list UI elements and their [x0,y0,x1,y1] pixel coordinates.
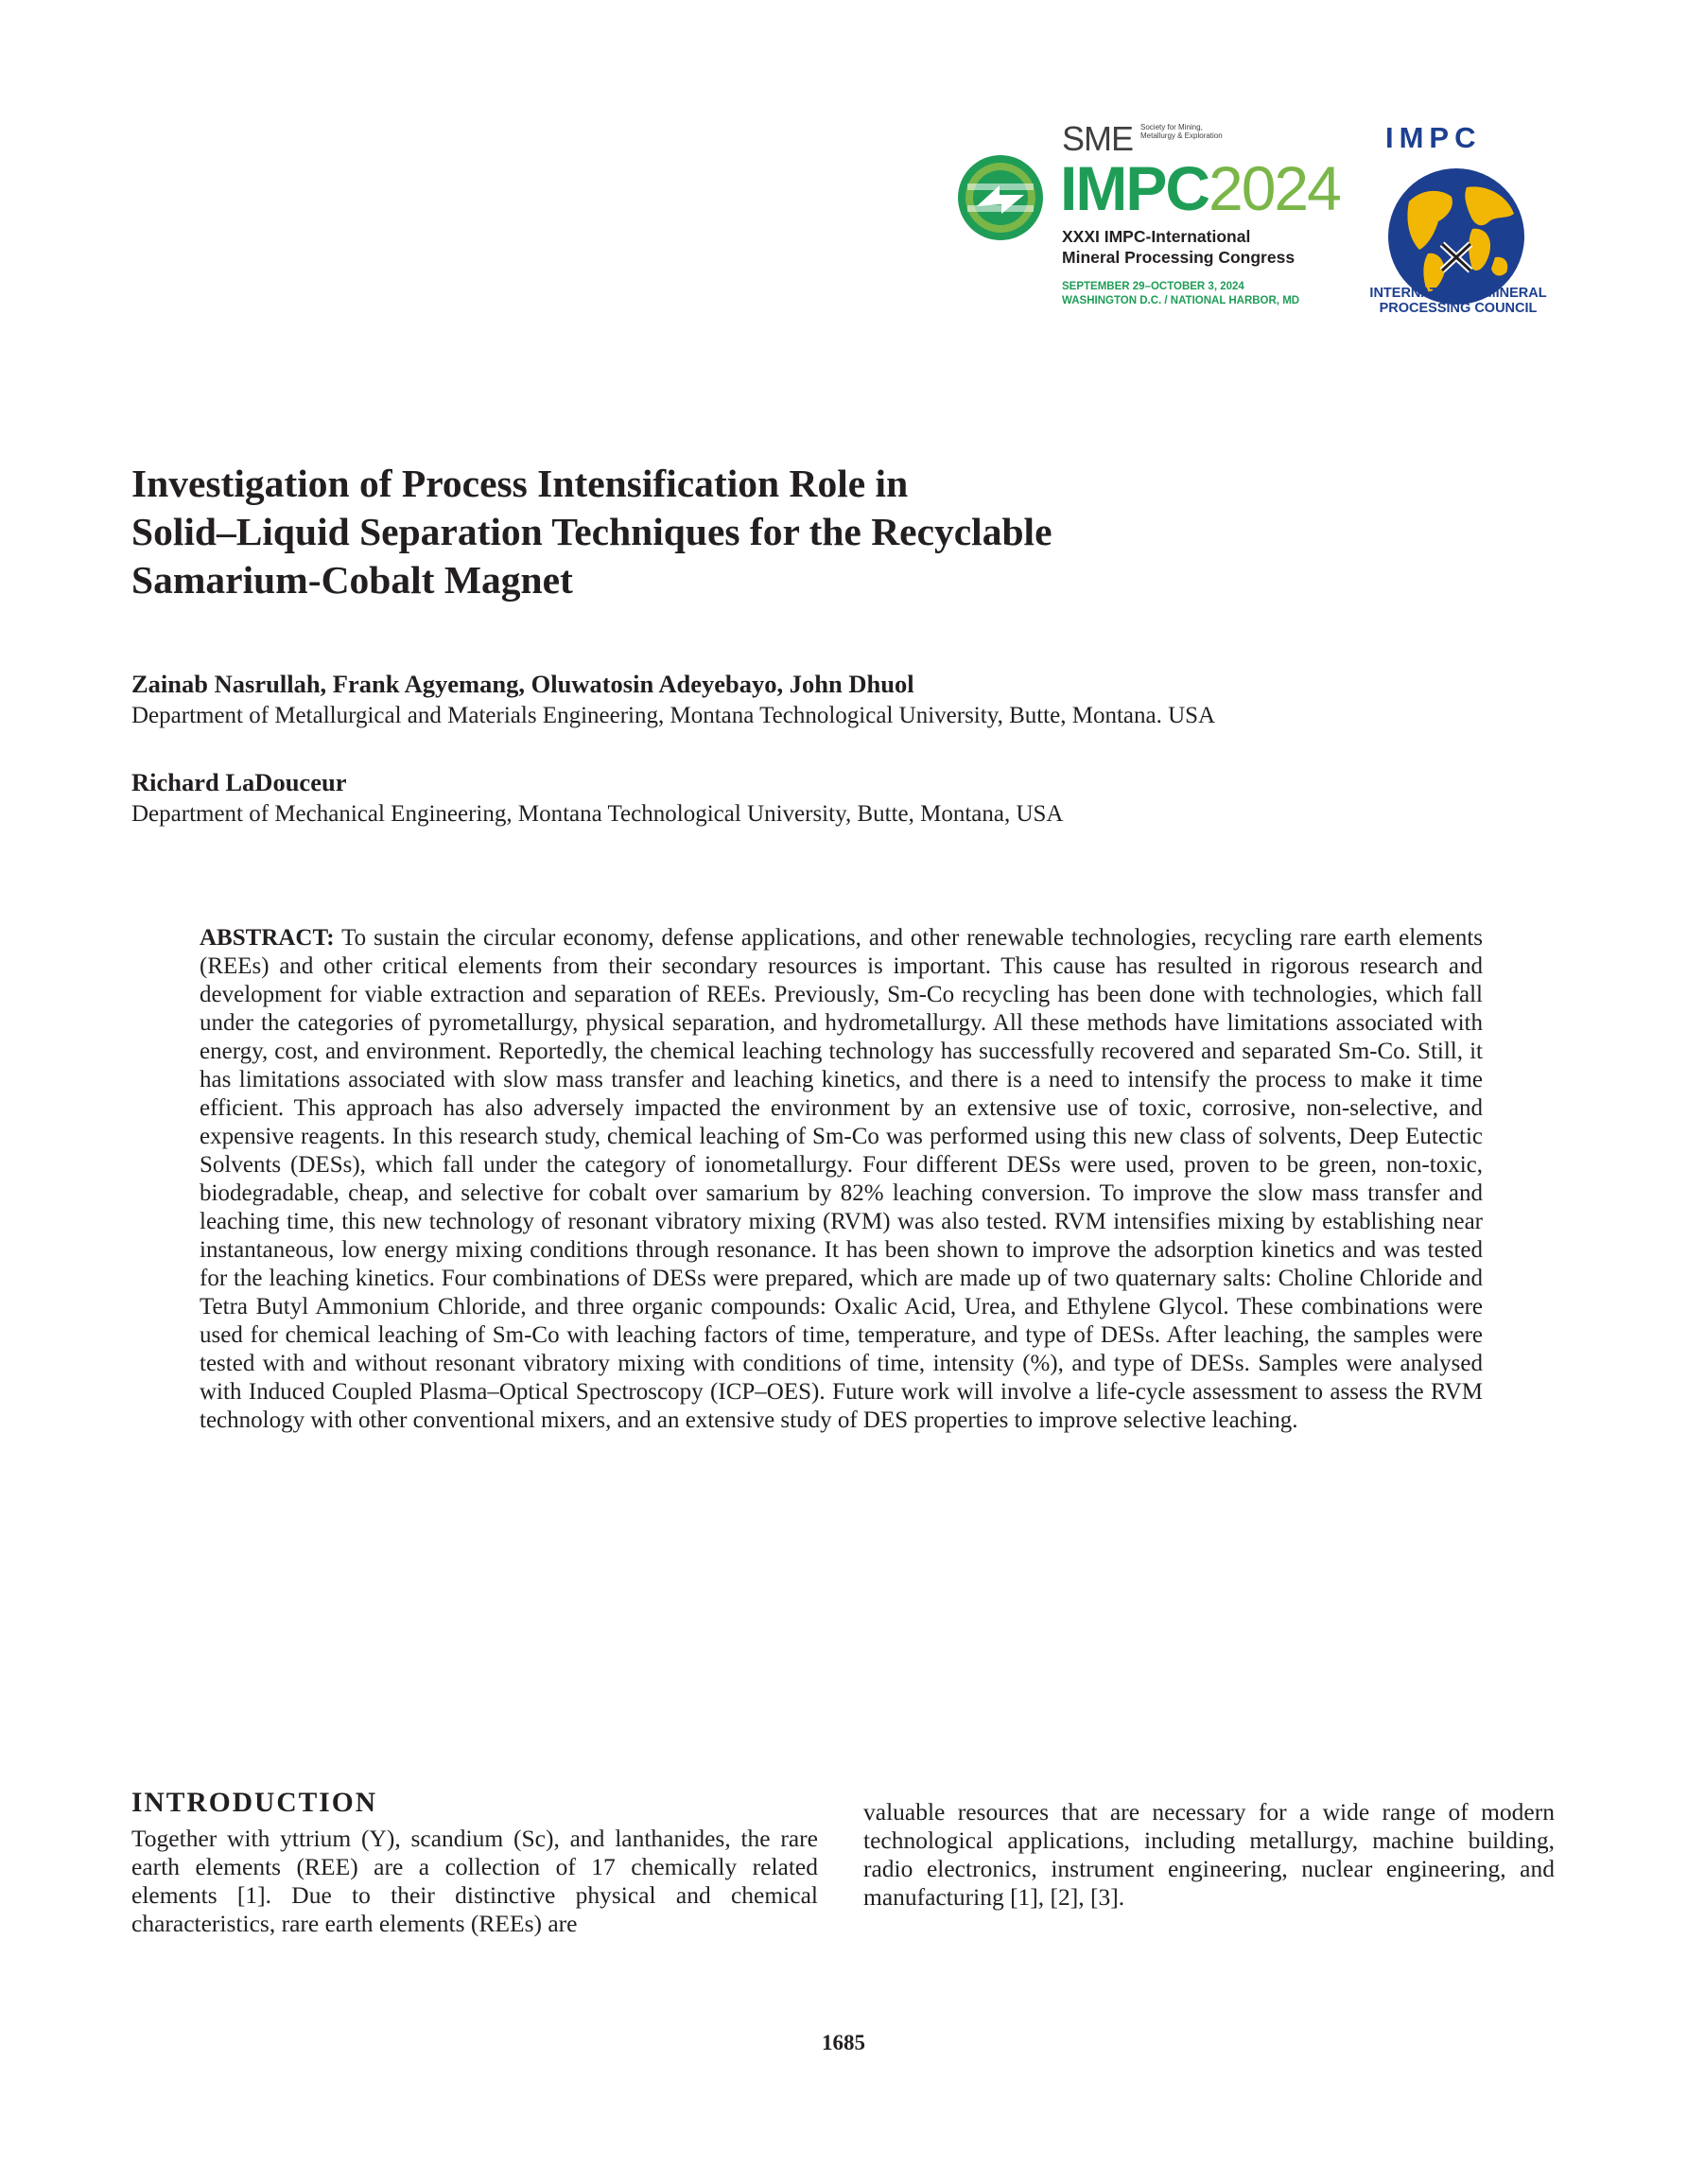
abstract [200,924,1483,1435]
congress-line-2: Mineral Processing Congress [1062,248,1296,267]
congress-dates [1062,280,1299,308]
council-name-line-2: PROCESSING COUNCIL [1379,301,1538,316]
section-heading-introduction: INTRODUCTION [131,1788,378,1818]
sme-tagline: Society for Mining, Metallurgy & Exploration [1140,123,1223,140]
intro-paragraph-right: valuable resources that are necessary for a wide range of modern technological applications, including metallurgy, machine building, radio electronics, instrument engineering, nuclear engineering, and manufacturing [1], [2], [3]. [863,1798,1555,1911]
impc2024-wordmark [1060,153,1340,223]
title-line-2: Solid–Liquid Separation Techniques for the Recyclable [131,510,1052,553]
paper-title [131,460,1361,604]
intro-right-column [863,1798,1555,1912]
congress-line-1: XXXI IMPC-International [1062,227,1251,246]
impc-word: IMPC [1060,153,1209,223]
congress-venue: WASHINGTON D.C. / NATIONAL HARBOR, MD [1062,295,1300,306]
author-block-2 [131,767,1569,830]
council-wordmark: IMPC [1385,121,1482,154]
title-line-1: Investigation of Process Intensification Role in [131,462,909,505]
intro-left-column [131,1786,818,1938]
author-names: Zainab Nasrullah, Frank Agyemang, Oluwatosin Adeyebayo, John Dhuol [131,670,914,698]
author-block-1 [131,669,1569,731]
sme-wordmark: SME [1062,119,1134,158]
impc2024-logo [956,119,1340,318]
title-line-3: Samarium-Cobalt Magnet [131,558,573,602]
council-name [1359,286,1557,316]
abstract-text: To sustain the circular economy, defense applications, and other renewable technologies, recycling rare earth elements (REEs) and other critical elements from their secondary resources is important. This cause has resulted in rigorous research and development for viable extraction and separation of REEs. Previously, Sm-Co recycling has been done with technologies, which fall under the categories of pyrometallurgy, physical separation, and hydrometallurgy. All these methods have limitations associated with energy, cost, and environment. Reportedly, the chemical leaching technology has successfully recovered and separated Sm-Co. Still, it has limitations associated with slow mass transfer and leaching kinetics, and there is a need to intensify the process to make it time efficient. This approach has also adversely impacted the environment by an extensive use of toxic, corrosive, non-selective, and expensive reagents. In this research study, chemical leaching of Sm-Co was performed using this new class of solvents, Deep Eutectic Solvents (DESs), which fall under the category of ionometallurgy. Four different DESs were used, proven to be green, non-toxic, biodegradable, cheap, and selective for cobalt over samarium by 82% leaching conversion. To improve the slow mass transfer and leaching time, this new technology of resonant vibratory mixing (RVM) was also tested. RVM intensifies mixing by establishing near instantaneous, low energy mixing conditions through resonance. It has been shown to improve the adsorption kinetics and was tested for the leaching kinetics. Four combinations of DESs were prepared, which are made up of two quaternary salts: Choline Chloride and Tetra Butyl Ammonium Chloride, and three organic compounds: Oxalic Acid, Urea, and Ethylene Glycol. These combinations were used for chemical leaching of Sm-Co with leaching factors of time, temperature, and type of DESs. After leaching, the samples were tested with and without resonant vibratory mixing with conditions of time, intensity (%), and type of DESs. Samples were analysed with Induced Coupled Plasma–Optical Spectroscopy (ICP–OES). Future work will involve a life-cycle assessment to assess the RVM technology with other conventional mixers, and an extensive study of DES properties to improve selective leaching. [200,925,1483,1433]
intro-paragraph-left: Together with yttrium (Y), scandium (Sc), and lanthanides, the rare earth elements (REE) are a collection of 17 chemically related elements [1]. Due to their distinctive physical and chemical characteristics, rare earth elements (REEs) are [131,1825,818,1937]
author-affiliation: Department of Metallurgical and Materials Engineering, Montana Technological University, Butte, Montana. USA [131,703,1216,728]
congress-date-range: SEPTEMBER 29–OCTOBER 3, 2024 [1062,281,1244,292]
page-number: 1685 [822,2031,865,2054]
author-affiliation: Department of Mechanical Engineering, Montana Technological University, Butte, Montana, USA [131,801,1064,827]
impc-council-logo [1359,121,1557,320]
council-name-line-1: INTERNATIONAL MINERAL [1369,286,1547,301]
impc-year: 2024 [1209,153,1340,223]
author-names: Richard LaDouceur [131,768,347,796]
abstract-label: ABSTRACT: [200,925,335,951]
congress-name [1062,226,1295,268]
impc-emblem-icon [956,153,1045,242]
